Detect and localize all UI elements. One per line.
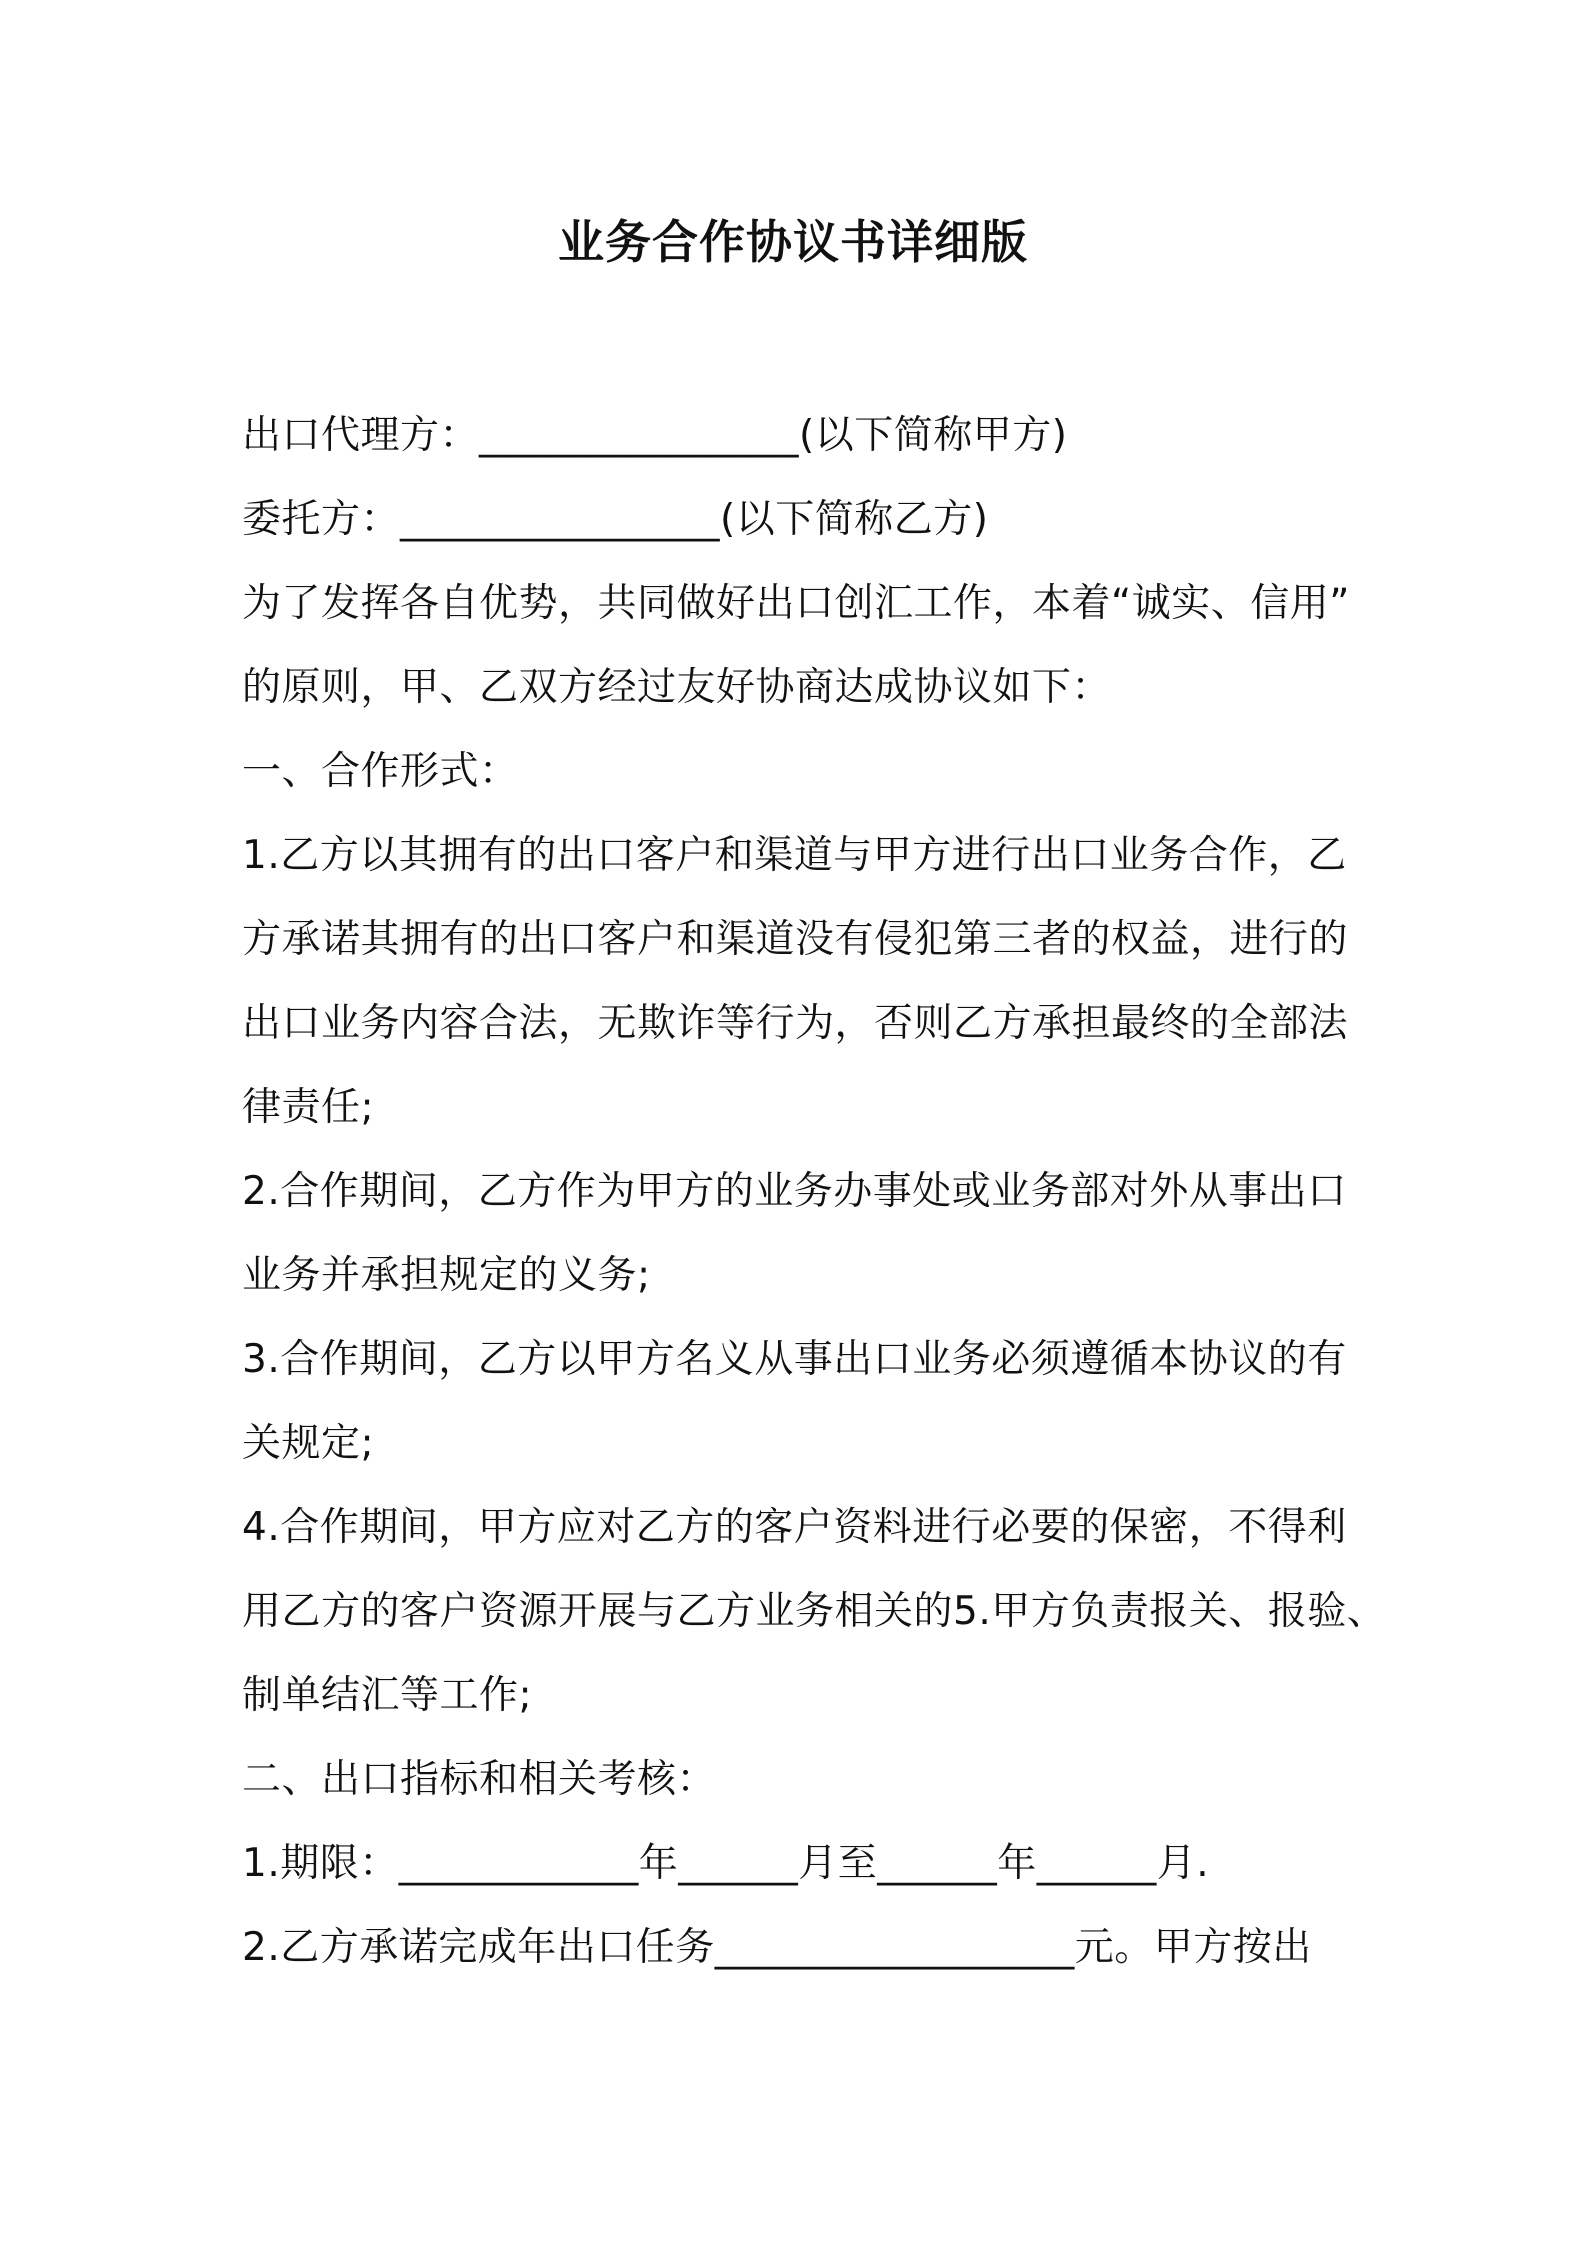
paragraph-line: 为了发挥各自优势，共同做好出口创汇工作，本着“诚实、信用”	[242, 581, 1350, 626]
paragraph-line: 用乙方的客户资源开展与乙方业务相关的5.甲方负责报关、报验、	[242, 1589, 1387, 1634]
party-b-line: 委托方：________________(以下简称乙方)	[242, 497, 989, 542]
paragraph-line: 律责任;	[242, 1085, 375, 1130]
paragraph-line: 的原则，甲、乙双方经过友好协商达成协议如下：	[242, 665, 1112, 710]
party-a-line: 出口代理方：________________(以下简称甲方)	[242, 413, 1068, 458]
section-heading: 二、出口指标和相关考核：	[242, 1757, 717, 1802]
paragraph-line: 4.合作期间，甲方应对乙方的客户资料进行必要的保密，不得利	[242, 1505, 1347, 1550]
paragraph-line: 1.期限：____________年______月至______年______月.	[242, 1841, 1210, 1886]
section-heading: 一、合作形式：	[242, 749, 519, 794]
paragraph-line: 出口业务内容合法，无欺诈等行为，否则乙方承担最终的全部法	[242, 1001, 1349, 1046]
paragraph-line: 3.合作期间，乙方以甲方名义从事出口业务必须遵循本协议的有	[242, 1337, 1347, 1382]
paragraph-line: 关规定;	[242, 1421, 375, 1466]
paragraph-line: 1.乙方以其拥有的出口客户和渠道与甲方进行出口业务合作，乙	[242, 833, 1347, 878]
paragraph-line: 业务并承担规定的义务;	[242, 1253, 651, 1298]
paragraph-line: 2.乙方承诺完成年出口任务__________________元。甲方按出	[242, 1925, 1312, 1970]
paragraph-line: 制单结汇等工作;	[242, 1673, 533, 1718]
paragraph-line: 2.合作期间，乙方作为甲方的业务办事处或业务部对外从事出口	[242, 1169, 1347, 1214]
paragraph-line: 方承诺其拥有的出口客户和渠道没有侵犯第三者的权益，进行的	[242, 917, 1349, 962]
document-title: 业务合作协议书详细版	[558, 215, 1028, 269]
